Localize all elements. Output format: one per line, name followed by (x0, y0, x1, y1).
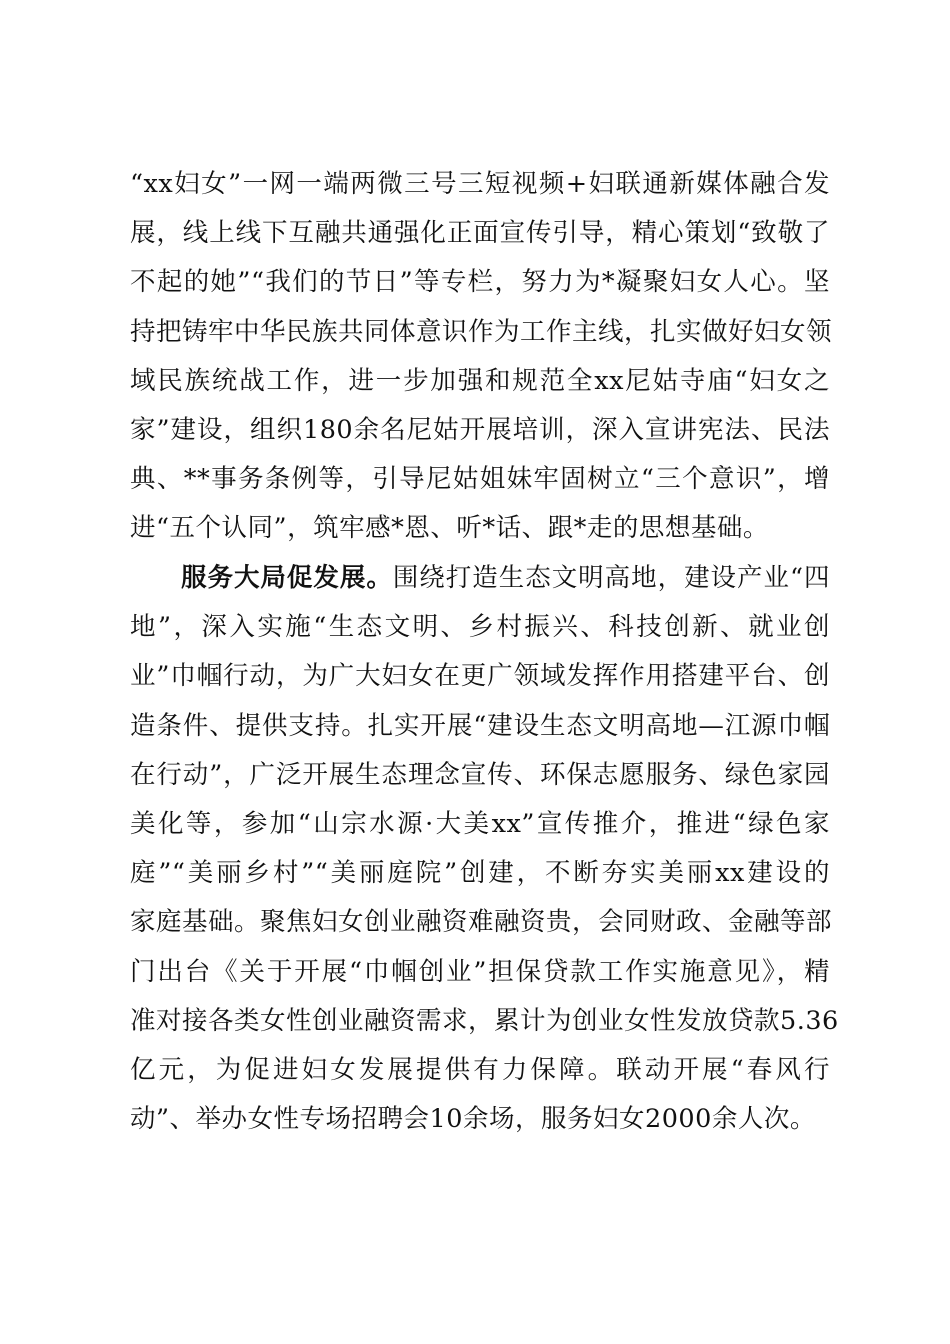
paragraph-line: 动”、举办女性专场招聘会10余场，服务妇女2000余人次。 (130, 1104, 816, 1135)
paragraph-line: 域民族统战工作，进一步加强和规范全xx尼姑寺庙“妇女之 (130, 365, 830, 396)
paragraph-line-text: 围绕打造生态文明高地，建设产业“四 (392, 563, 830, 593)
paragraph-line: 准对接各类女性创业融资需求，累计为创业女性发放贷款5.36 (130, 1005, 839, 1036)
paragraph-line: 典、**事务条例等，引导尼姑姐妹牢固树立“三个意识”，增 (130, 464, 830, 495)
paragraph-line: 亿元，为促进妇女发展提供有力保障。联动开展“春风行 (130, 1054, 830, 1085)
paragraph-first-line (130, 554, 830, 603)
paragraph-line: 展，线上线下互融共通强化正面宣传引导，精心策划“致敬了 (130, 218, 830, 249)
paragraph-line: 不起的她”“我们的节日”等专栏，努力为*凝聚妇女人心。坚 (130, 267, 830, 298)
paragraph-line: 持把铸牢中华民族共同体意识作为工作主线，扎实做好妇女领 (130, 316, 833, 347)
paragraph-line: “xx妇女”一网一端两微三号三短视频+妇联通新媒体融合发 (130, 169, 830, 199)
paragraph-line: 家庭基础。聚焦妇女创业融资难融资贵，会同财政、金融等部 (130, 907, 833, 938)
paragraph-line: 门出台《关于开展“巾帼创业”担保贷款工作实施意见》，精 (130, 956, 830, 987)
paragraph-line: 造条件、提供支持。扎实开展“建设生态文明高地—江源巾帼 (130, 710, 830, 741)
paragraph-line: 家”建设，组织180余名尼姑开展培训，深入宣讲宪法、民法 (130, 414, 830, 445)
paragraph-line: 在行动”，广泛开展生态理念宣传、环保志愿服务、绿色家园 (130, 759, 830, 790)
paragraph-line: 进“五个认同”，筑牢感*恩、听*话、跟*走的思想基础。 (130, 513, 769, 544)
paragraph-line: 地”，深入实施“生态文明、乡村振兴、科技创新、就业创 (130, 612, 830, 643)
paragraph-line: 庭”“美丽乡村”“美丽庭院”创建，不断夯实美丽xx建设的 (130, 858, 830, 889)
paragraph-serve-development (130, 554, 839, 1144)
paragraph-line: 美化等，参加“山宗水源·大美xx”宣传推介，推进“绿色家 (130, 808, 830, 839)
section-heading: 服务大局促发展。 (181, 563, 393, 593)
paragraph-women-media-outreach (130, 160, 833, 554)
paragraph-line: 业”巾帼行动，为广大妇女在更广领域发挥作用搭建平台、创 (130, 661, 830, 692)
